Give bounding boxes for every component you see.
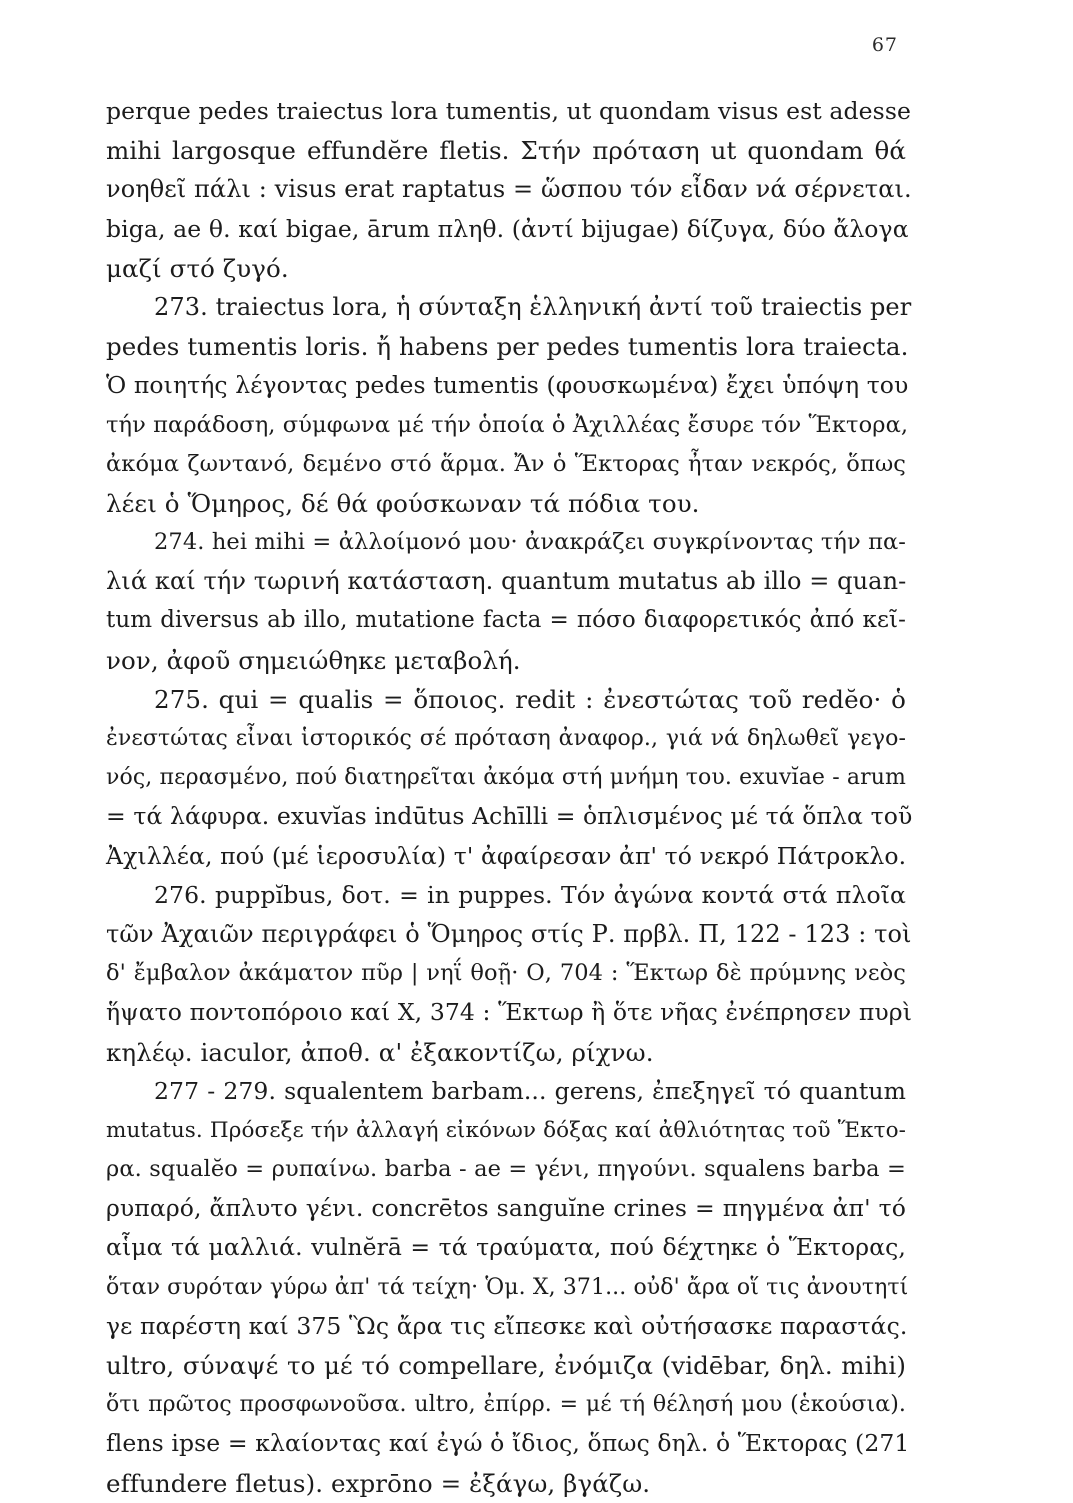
text-line: ἐνεστώτας εἶναι ἱστορικός σέ πρόταση ἀναφορ., γιά νά δηλωθεῖ γεγο- (106, 726, 906, 751)
text-line: ρυπαρό, ἄπλυτο γένι. concrētos sanguĭne crines = πηγμένα ἀπ' τό (106, 1194, 906, 1223)
text-line: ὅταν συρόταν γύρω ἀπ' τά τείχη· Ὁμ. Χ, 371... οὐδ' ἄρα οἵ τις ἀνουτητί (106, 1274, 909, 1300)
text-line: mutatus. Πρόσεξε τήν ἀλλαγή εἰκόνων δόξας καί ἀθλιότητας τοῦ Ἕκτο- (106, 1117, 906, 1143)
text-line: Ἀχιλλέα, πού (μέ ἱεροσυλία) τ' ἀφαίρεσαν ἀπ' τό νεκρό Πάτροκλο. (106, 841, 907, 870)
text-line: ἥψατο ποντοπόροιο καί Χ, 374 : Ἕκτωρ ἢ ὅτε νῆας ἐνέπρησεν πυρὶ (106, 998, 913, 1027)
text-line: ultro, σύναψέ το μέ τό compellare, ἐνόμιζα (vidēbar, δηλ. mihi) (106, 1351, 906, 1380)
text-line: perque pedes traiectus lora tumentis, ut quondam visus est adesse (106, 97, 911, 125)
text-line: 276. puppĭbus, δοτ. = in puppes. Τόν ἀγώνα κοντά στά πλοῖα (154, 880, 906, 909)
text-line: ρα. squalĕo = ρυπαίνω. barba - ae = γένι, πηγούνι. squalens barba = (106, 1156, 906, 1183)
text-line: νον, ἀφοῦ σημειώθηκε μεταβολή. (106, 645, 521, 675)
text-line: 275. qui = qualis = ὅποιος. redit : ἐνεστώτας τοῦ redĕo· ὁ (154, 684, 906, 714)
text-line: τήν παράδοση, σύμφωνα μέ τήν ὁποία ὁ Ἀχιλλέας ἔσυρε τόν Ἕκτορα, (106, 411, 909, 438)
text-line: αἷμα τά μαλλιά. vulnĕrā = τά τραύματα, πού δέχτηκε ὁ Ἕκτορας, (106, 1233, 906, 1262)
text-line: λιά καί τήν τωρινή κατάσταση. quantum mutatus ab illo = quan- (106, 567, 907, 596)
text-line: effundere fletus). exprōno = ἐξάγω, βγάζω. (106, 1468, 651, 1498)
text-line: δ' ἔμβαλον ἀκάματον πῦρ | νηΐ θοῇ· Ο, 704 : Ἕκτωρ δὲ πρύμνης νεὸς (106, 960, 906, 987)
text-line: flens ipse = κλαίοντας καί ἐγώ ὁ ἴδιος, ὅπως δηλ. ὁ Ἕκτορας (271 (106, 1429, 910, 1458)
commentary-text (106, 92, 913, 1503)
text-line: 277 - 279. squalentem barbam... gerens, ἐπεξηγεῖ τό quantum (154, 1076, 906, 1105)
text-line: λέει ὁ Ὅμηρος, δέ θά φούσκωναν τά πόδια του. (106, 488, 700, 518)
text-line: = τά λάφυρα. exuvĭas indūtus Achīlli = ὁπλισμένος μέ τά ὅπλα τοῦ (106, 802, 913, 831)
text-line: Ὁ ποιητής λέγοντας pedes tumentis (φουσκωμένα) ἔχει ὑπόψη του (106, 371, 909, 400)
text-line: 274. hei mihi = ἀλλοίμονό μου· ἀνακράζει συγκρίνοντας τήν πα- (154, 529, 906, 556)
text-line: ἀκόμα ζωντανό, δεμένο στό ἅρμα. Ἄν ὁ Ἕκτορας ἦταν νεκρός, ὅπως (106, 450, 906, 477)
page-number: 67 (871, 34, 898, 56)
text-line: νοηθεῖ πάλι : visus erat raptatus = ὥσπου τόν εἶδαν νά σέρνεται. (106, 175, 912, 204)
text-line: biga, ae θ. καί bigae, ārum πληθ. (ἀντί bijugae) δίζυγα, δύο ἄλογα (106, 214, 909, 243)
text-line: pedes tumentis loris. ἤ habens per pedes tumentis lora traiecta. (106, 332, 909, 362)
text-line: νός, περασμένο, πού διατηρεῖται ἀκόμα στή μνήμη του. exuvĭae - arum (106, 765, 906, 791)
text-line: tum diversus ab illo, mutatione facta = πόσο διαφορετικός ἀπό κεῖ- (106, 607, 906, 634)
text-line: γε παρέστη καί 375 Ὣς ἄρα τις εἴπεσκε καὶ οὐτήσασκε παραστάς. (106, 1311, 908, 1340)
text-line: ὅτι πρῶτος προσφωνοῦσα. ultro, ἐπίρρ. = μέ τή θέλησή μου (ἑκούσια). (106, 1392, 906, 1418)
text-line: 273. traiectus lora, ἡ σύνταξη ἑλληνική ἀντί τοῦ traiectis per (154, 292, 912, 321)
text-line: μαζί στό ζυγό. (106, 253, 289, 283)
text-line: mihi largosque effundĕre fletis. Στήν πρόταση ut quondam θά (106, 136, 906, 166)
text-line: κηλέῳ. iaculor, ἀποθ. α' ἐξακοντίζω, ρίχνω. (106, 1037, 654, 1067)
text-line: τῶν Ἀχαιῶν περιγράφει ὁ Ὅμηρος στίς Ρ. πρβλ. Π, 122 - 123 : τοὶ (106, 919, 912, 948)
